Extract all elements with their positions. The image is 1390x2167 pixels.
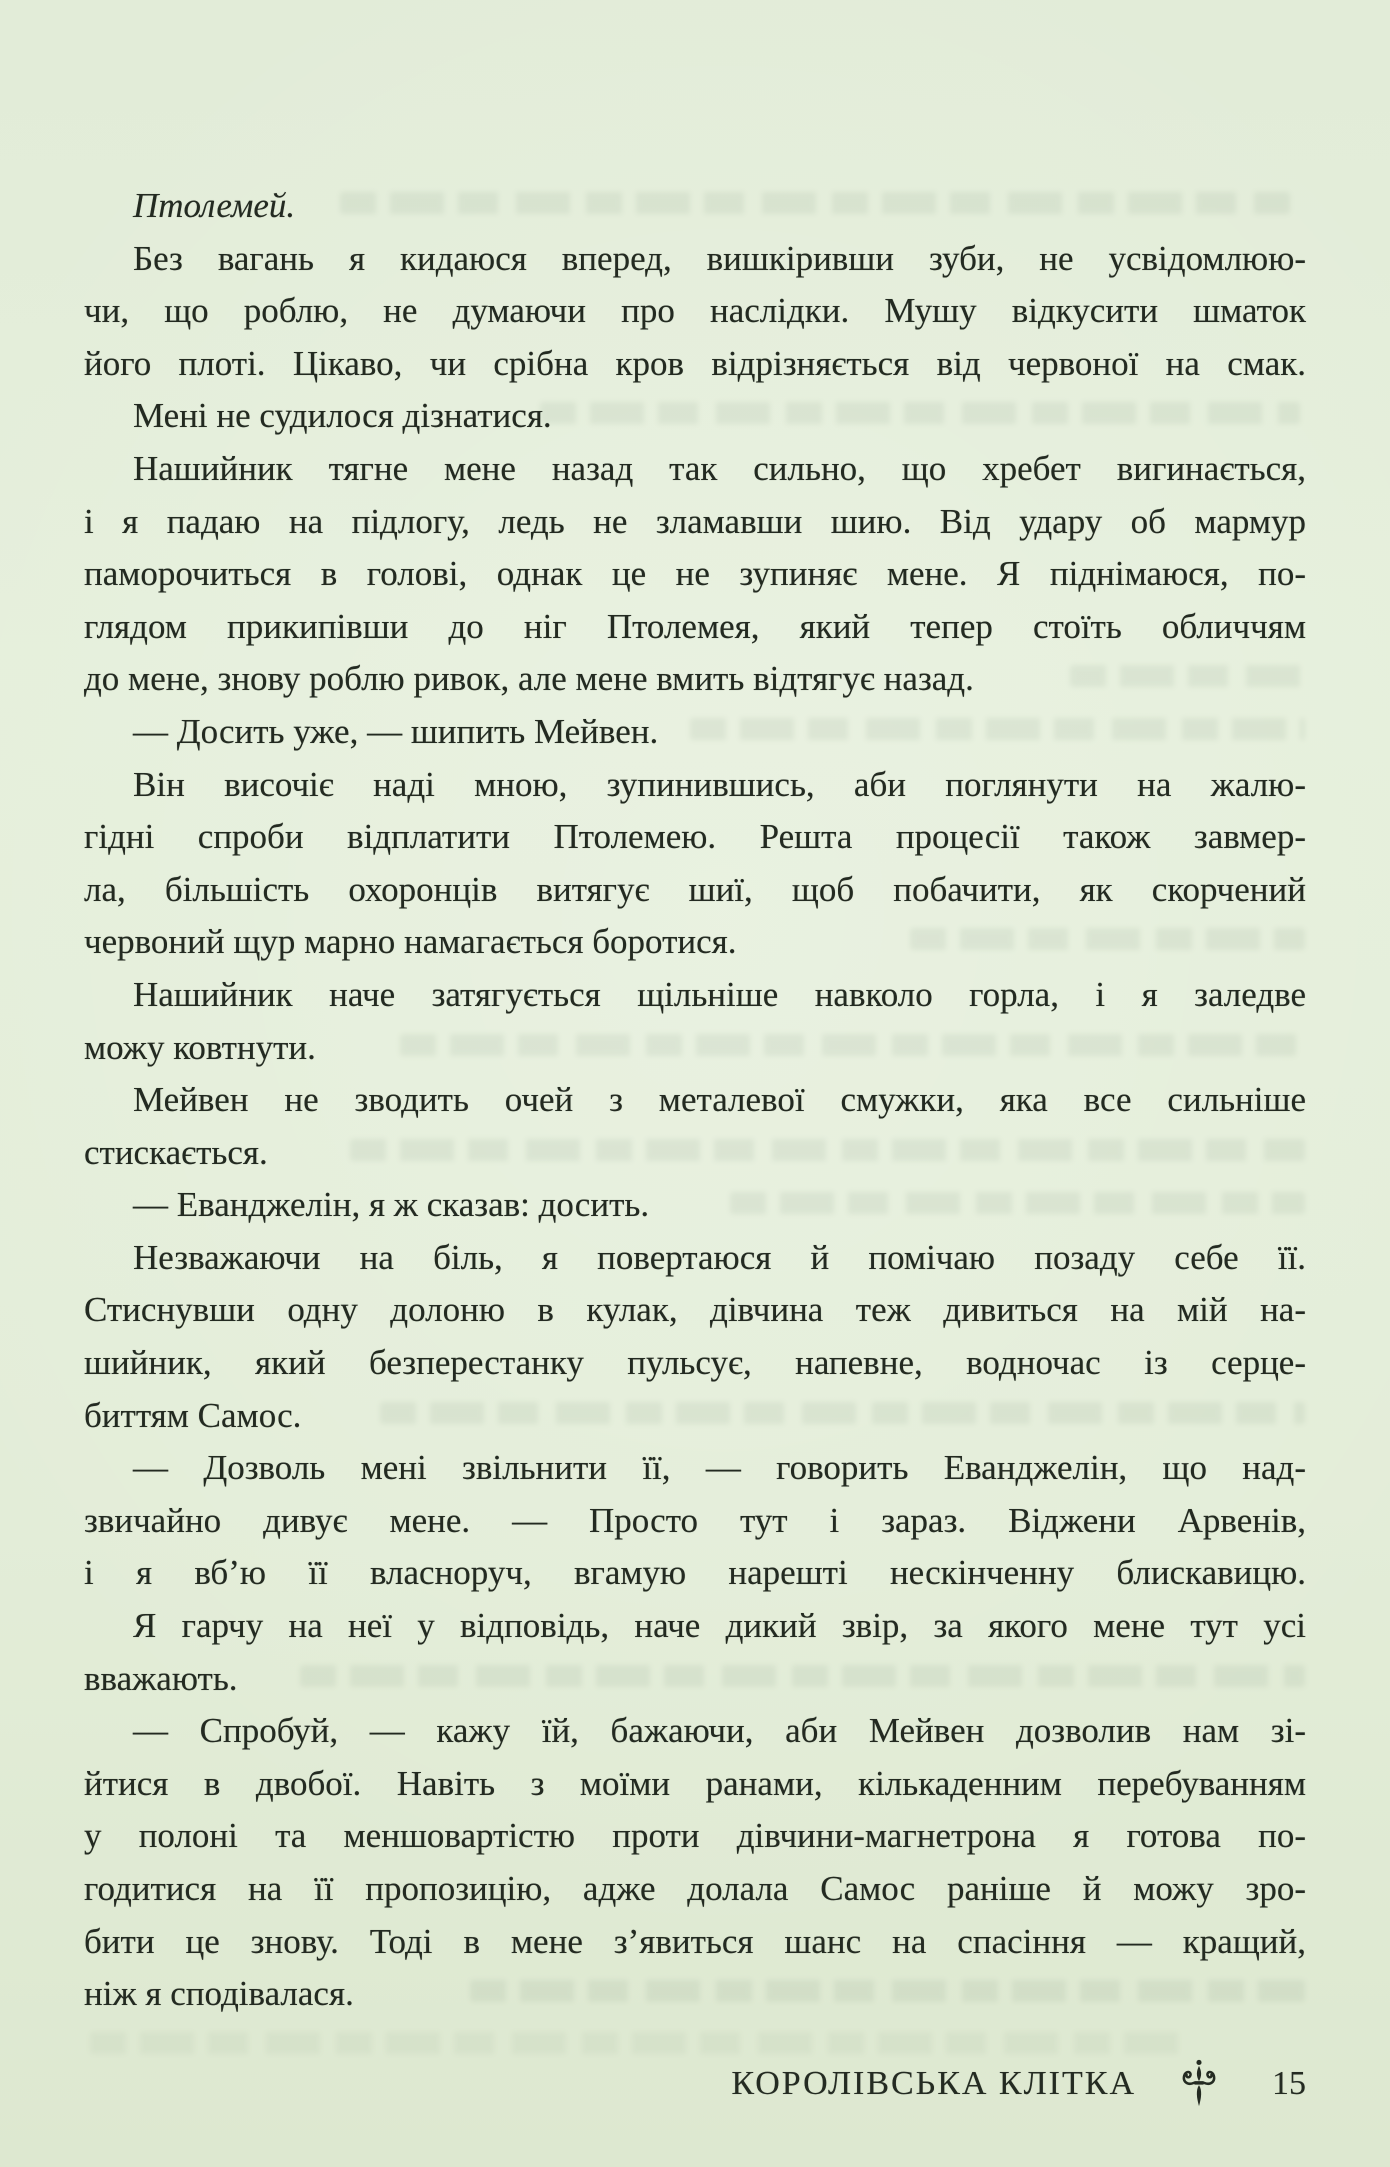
text-line: його плоті. Цікаво, чи срібна кров відрізняється від червоної на смак. [84,343,1306,383]
text-line: — Еванджелін, я ж сказав: досить. [133,1185,650,1225]
text-line: вважають. [84,1658,238,1698]
text-line: — Досить уже, — шипить Мейвен. [133,711,659,751]
text-line: Я гарчу на неї у відповідь, наче дикий звір, за якого мене тут усі [133,1606,1306,1646]
text-line: ніж я сподівалася. [84,1974,354,2014]
text-line: Він височіє наді мною, зупинившись, аби поглянути на жалю- [133,764,1306,804]
paragraph [84,706,1306,759]
paragraph [84,1600,1306,1705]
paragraph [84,1179,1306,1232]
text-line: гідні спроби відплатити Птолемею. Решта процесії також завмер- [84,817,1306,857]
text-line: Мейвен не зводить очей з металевої смужки, яка все сильніше [133,1080,1306,1120]
text-line: шийник, який безперестанку пульсує, напевне, водночас із серце- [84,1343,1306,1383]
page-footer [731,2058,1306,2110]
text-line: стискається. [84,1132,268,1172]
showthrough-ghost-line [90,2032,1190,2054]
paragraph [84,1232,1306,1442]
paragraph [84,390,1306,443]
text-line: бити це знову. Тоді в мене з’явиться шанс на спасіння — кращий, [84,1921,1306,1961]
text-line: і я падаю на підлогу, ледь не зламавши шию. Від удару об мармур [84,501,1306,541]
paragraph [84,759,1306,969]
fleur-de-lis-ornament-icon [1182,2058,1216,2110]
paragraph [84,1074,1306,1179]
text-line: і я вб’ю її власноруч, вгамую нарешті нескінченну блискавицю. [84,1553,1306,1593]
text-line: Мені не судилося дізнатися. [133,396,552,436]
paragraph [84,969,1306,1074]
text-line: Птолемей. [133,186,296,225]
text-line: ла, більшість охоронців витягує шиї, щоб побачити, як скорчений [84,869,1306,909]
page-number: 15 [1272,2065,1306,2102]
text-line: Без вагань я кидаюся вперед, вишкіривши зуби, не усвідомлюю- [133,238,1306,278]
text-line: йтися в двобої. Навіть з моїми ранами, кількаденним перебуванням [84,1763,1306,1803]
paragraph [84,1442,1306,1600]
chapter-opening-word [84,180,1306,233]
text-line: червоний щур марно намагається боротися. [84,922,737,962]
text-line: глядом прикипівши до ніг Птолемея, який тепер стоїть обличчям [84,606,1306,646]
body-text [84,180,1306,2021]
paragraph [84,443,1306,706]
text-line: Незважаючи на біль, я повертаюся й помічаю позаду себе її. [133,1237,1306,1277]
text-line: звичайно дивує мене. — Просто тут і зараз. Віджени Арвенів, [84,1500,1306,1540]
text-line: у полоні та меншовартістю проти дівчини-магнетрона я готова по- [84,1816,1306,1856]
paragraph [84,1705,1306,2021]
text-line: годитися на її пропозицію, адже долала Самос раніше й можу зро- [84,1869,1306,1908]
text-line: паморочиться в голові, однак це не зупиняє мене. Я піднімаюся, по- [84,554,1306,594]
text-line: чи, що роблю, не думаючи про наслідки. Мушу відкусити шматок [84,291,1306,331]
paragraph [84,233,1306,391]
text-line: до мене, знову роблю ривок, але мене вмить відтягує назад. [84,659,974,699]
text-line: биттям Самос. [84,1395,302,1435]
running-footer-book-title: КОРОЛІВСЬКА КЛІТКА [731,2065,1136,2102]
text-line: Нашийник тягне мене назад так сильно, що хребет вигинається, [133,448,1306,488]
text-line: Стиснувши одну долоню в кулак, дівчина теж дивиться на мій на- [84,1290,1306,1330]
text-line: — Дозволь мені звільнити її, — говорить Еванджелін, що над- [133,1448,1306,1488]
text-line: — Спробуй, — кажу їй, бажаючи, аби Мейвен дозволив нам зі- [133,1711,1306,1751]
text-line: можу ковтнути. [84,1027,316,1067]
text-line: Нашийник наче затягується щільніше навколо горла, і я заледве [133,974,1306,1014]
